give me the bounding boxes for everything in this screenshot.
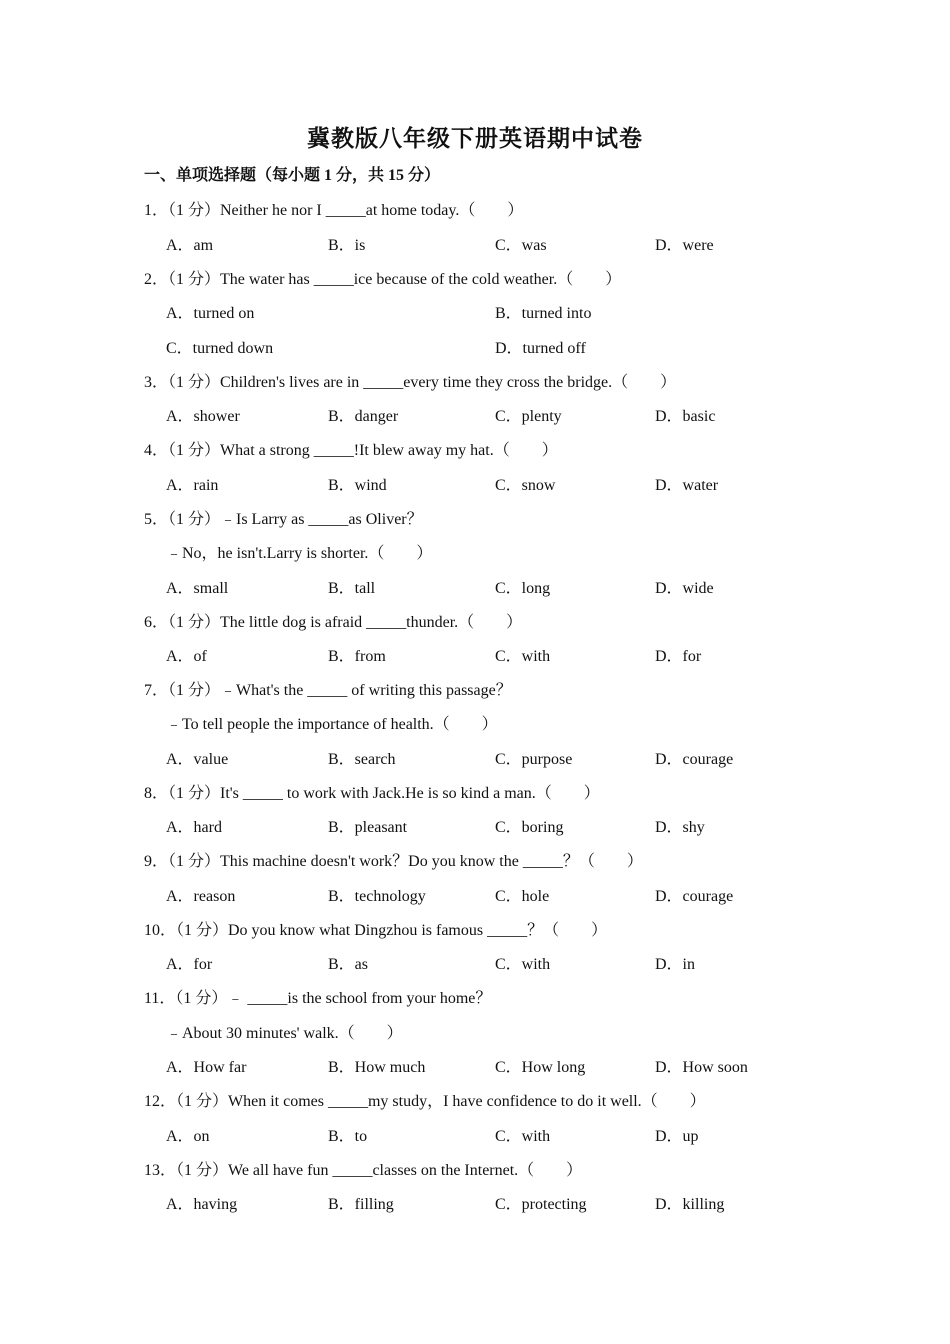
option-b[interactable]: B．tall [328,580,376,597]
option-d[interactable]: D．for [655,648,702,665]
question-stem: 1．（1 分）Neither he nor I _____at home today.（ ） [144,202,524,219]
option-d[interactable]: D．basic [655,408,716,425]
option-d[interactable]: D．courage [655,751,734,768]
option-b[interactable]: B．filling [328,1196,394,1213]
question-stem-line2: ﹣About 30 minutes' walk.（ ） [166,1025,403,1042]
option-c[interactable]: C．plenty [495,408,562,425]
option-c[interactable]: C．protecting [495,1196,587,1213]
option-b[interactable]: B．pleasant [328,819,408,836]
option-a[interactable]: A．am [166,237,214,254]
question-stem: 12．（1 分）When it comes _____my study，I have confidence to do it well.（ ） [144,1093,706,1110]
option-c[interactable]: C．with [495,648,551,665]
option-a[interactable]: A．turned on [166,305,255,322]
option-c[interactable]: C．hole [495,888,550,905]
option-a[interactable]: A．value [166,751,229,768]
question-stem: 6．（1 分）The little dog is afraid _____thunder.（ ） [144,614,523,631]
option-c[interactable]: C．was [495,237,547,254]
option-d[interactable]: D．turned off [495,340,586,357]
option-b[interactable]: B．is [328,237,366,254]
option-a[interactable]: A．of [166,648,207,665]
option-d[interactable]: D．courage [655,888,734,905]
option-d[interactable]: D．killing [655,1196,725,1213]
page-title: 冀教版八年级下册英语期中试卷 [307,126,643,151]
question-stem: 4．（1 分）What a strong _____!It blew away my hat.（ ） [144,442,558,459]
option-a[interactable]: A．on [166,1128,210,1145]
question-stem: 9．（1 分）This machine doesn't work？Do you know the _____？（ ） [144,853,643,870]
option-c[interactable]: C．with [495,956,551,973]
option-d[interactable]: D．wide [655,580,714,597]
option-c[interactable]: C．purpose [495,751,573,768]
option-a[interactable]: A．hard [166,819,222,836]
question-stem: 2．（1 分）The water has _____ice because of the cold weather.（ ） [144,271,622,288]
option-a[interactable]: A．How far [166,1059,247,1076]
option-a[interactable]: A．shower [166,408,240,425]
option-c[interactable]: C．with [495,1128,551,1145]
option-a[interactable]: A．for [166,956,213,973]
option-c[interactable]: C．How long [495,1059,586,1076]
question-stem-line2: ﹣To tell people the importance of health.（ ） [166,716,498,733]
option-a[interactable]: A．reason [166,888,236,905]
option-d[interactable]: D．shy [655,819,705,836]
question-stem: 8．（1 分）It's _____ to work with Jack.He is so kind a man.（ ） [144,785,600,802]
option-b[interactable]: B．wind [328,477,387,494]
option-b[interactable]: B．to [328,1128,368,1145]
option-c[interactable]: C．long [495,580,551,597]
question-stem: 13．（1 分）We all have fun _____classes on the Internet.（ ） [144,1162,583,1179]
option-b[interactable]: B．danger [328,408,399,425]
section-heading: 一、单项选择题（每小题 1 分，共 15 分） [144,167,441,184]
question-stem: 11．（1 分）﹣ _____is the school from your home？ [144,990,492,1007]
question-stem-line2: ﹣No，he isn't.Larry is shorter.（ ） [166,545,433,562]
option-b[interactable]: B．from [328,648,386,665]
option-c[interactable]: C．turned down [166,340,274,357]
option-d[interactable]: D．water [655,477,719,494]
option-d[interactable]: D．were [655,237,714,254]
option-b[interactable]: B．search [328,751,396,768]
question-stem: 3．（1 分）Children's lives are in _____every time they cross the bridge.（ ） [144,374,677,391]
question-stem: 5．（1 分）﹣Is Larry as _____as Oliver？ [144,511,423,528]
option-b[interactable]: B．turned into [495,305,592,322]
option-b[interactable]: B．How much [328,1059,426,1076]
option-c[interactable]: C．boring [495,819,564,836]
option-b[interactable]: B．technology [328,888,426,905]
option-d[interactable]: D．How soon [655,1059,748,1076]
option-d[interactable]: D．in [655,956,696,973]
option-b[interactable]: B．as [328,956,369,973]
question-stem: 10．（1 分）Do you know what Dingzhou is famous _____？（ ） [144,922,608,939]
option-d[interactable]: D．up [655,1128,699,1145]
option-a[interactable]: A．rain [166,477,219,494]
option-a[interactable]: A．having [166,1196,238,1213]
question-stem: 7．（1 分）﹣What's the _____ of writing this passage？ [144,682,512,699]
option-a[interactable]: A．small [166,580,229,597]
option-c[interactable]: C．snow [495,477,556,494]
